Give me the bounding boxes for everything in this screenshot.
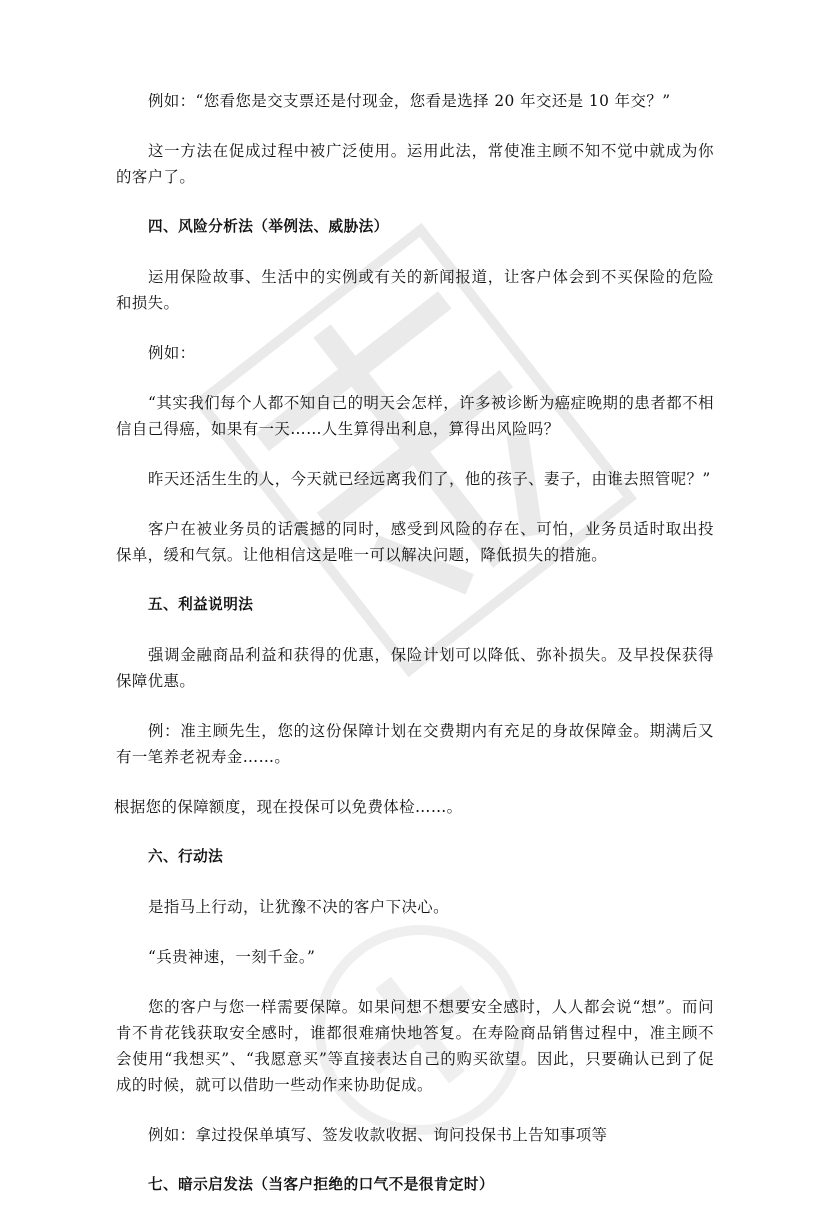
paragraph-risk-stories: 运用保险故事、生活中的实例或有关的新闻报道，让客户体会到不买保险的危险和损失。 [116,268,714,312]
paragraph-example-payment: 例如：“您看您是交支票还是付现金，您看是选择 20 年交还是 10 年交？” [148,92,671,110]
paragraph-action-explanation: 您的客户与您一样需要保障。如果问想不想要安全感时，人人都会说“想”。而问肯不肯花钱获取安全感时，谁都很难痛快地答复。在寿险商品销售过程中，准主顾不会使用“我想买”、“我愿意买”等直接表达自己的购买欲望。因此，只要确认已到了促成的时候，就可以借助一些动作来协助促成。 [116,998,714,1094]
heading-risk-analysis: 四、风险分析法（举例法、威胁法） [148,218,389,235]
paragraph-action-proverb: “兵贵神速，一刻千金。” [148,948,316,966]
paragraph-example-label: 例如： [148,344,196,362]
paragraph-client-reaction: 客户在被业务员的话震撼的同时，感受到风险的存在、可怕，业务员适时取出投保单，缓和气氛。让他相信这是唯一可以解决问题，降低损失的措施。 [116,520,714,564]
heading-hint-method: 七、暗示启发法（当客户拒绝的口气不是很肯定时） [148,1176,495,1193]
paragraph-risk-quote-2: 昨天还活生生的人，今天就已经远离我们了，他的孩子、妻子，由谁去照管呢？” [148,470,711,488]
paragraph-benefit-checkup: 根据您的保障额度，现在投保可以免费体检……。 [114,798,463,816]
paragraph-benefit-emphasis: 强调金融商品利益和获得的优惠，保险计划可以降低、弥补损失。及早投保获得保障优惠。 [116,646,714,690]
paragraph-benefit-example: 例：准主顾先生，您的这份保障计划在交费期内有充足的身故保障金。期满后又有一笔养老祝寿金……。 [116,722,714,766]
heading-benefit-explanation: 五、利益说明法 [148,596,254,613]
paragraph-action-definition: 是指马上行动，让犹豫不决的客户下决心。 [148,898,449,916]
paragraph-risk-quote-1: “其实我们每个人都不知自己的明天会怎样，许多被诊断为癌症晚期的患者都不相信自己得癌，如果有一天……人生算得出利息，算得出风险吗？ [116,394,714,438]
paragraph-method-usage: 这一方法在促成过程中被广泛使用。运用此法，常使准主顾不知不觉中就成为你的客户了。 [116,142,714,186]
paragraph-action-example: 例如：拿过投保单填写、签发收款收据、询问投保书上告知事项等 [148,1126,608,1144]
heading-action-method: 六、行动法 [148,848,224,865]
document-body [116,88,714,1198]
